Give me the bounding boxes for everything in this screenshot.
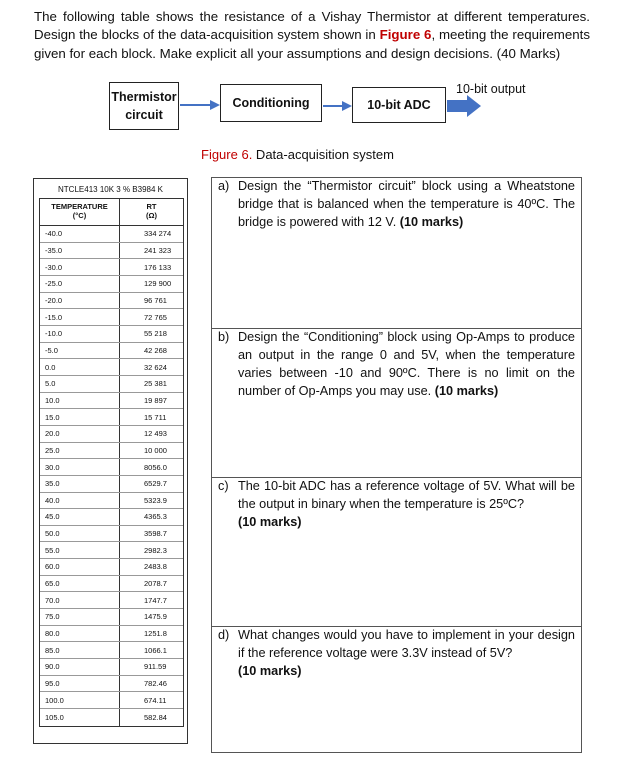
arrow-conditioning-to-adc	[323, 100, 352, 112]
table-row	[40, 376, 183, 393]
question-c-label: c)	[218, 479, 229, 493]
table-row	[40, 509, 183, 526]
temperature-cell: 45.0	[40, 509, 120, 525]
resistance-cell: 6529.7	[144, 479, 167, 489]
table-row	[40, 476, 183, 493]
table-row	[40, 493, 183, 510]
temperature-cell: 55.0	[40, 542, 120, 558]
intro-paragraph	[34, 8, 590, 63]
question-b-text: Design the “Conditioning” block using Op-Amps to produce an output in the range 0 and 5V, when the temperature varies between -10 and 90ºC. There is no limit on the number of Op-Amps you may use.	[238, 330, 575, 398]
table-row	[40, 309, 183, 326]
table-row	[40, 426, 183, 443]
adc-label: 10-bit ADC	[367, 98, 431, 112]
resistance-cell: 19 897	[144, 395, 167, 405]
figure-reference: Figure 6	[379, 27, 432, 43]
temperature-cell: 25.0	[40, 443, 120, 459]
arrow-thermistor-to-conditioning	[180, 99, 220, 111]
table-row	[40, 542, 183, 559]
table-grid	[39, 198, 184, 727]
temperature-cell: -30.0	[40, 259, 120, 275]
table-row	[40, 393, 183, 410]
table-row	[40, 692, 183, 709]
table-row	[40, 626, 183, 643]
resistance-cell: 176 133	[144, 262, 172, 272]
question-a-text: Design the “Thermistor circuit” block using a Wheatstone bridge that is balanced when the temperature is 40ºC. The bridge is powered with 12 V.	[238, 179, 575, 229]
question-a	[211, 177, 582, 329]
temperature-cell: 90.0	[40, 659, 120, 675]
table-row	[40, 243, 183, 260]
table-body	[40, 226, 183, 726]
table-row	[40, 443, 183, 460]
table-row	[40, 659, 183, 676]
temperature-cell: 50.0	[40, 526, 120, 542]
temperature-cell: -25.0	[40, 276, 120, 292]
table-title: NTCLE413 10K 3 % B3984 K	[58, 184, 163, 194]
thermistor-block-line2: circuit	[125, 108, 163, 122]
resistance-cell: 1066.1	[144, 645, 167, 655]
table-row	[40, 592, 183, 609]
temperature-cell: 60.0	[40, 559, 120, 575]
resistance-cell: 42 268	[144, 345, 167, 355]
resistance-cell: 582.84	[144, 712, 167, 722]
table-row	[40, 359, 183, 376]
table-row	[40, 609, 183, 626]
resistance-cell: 2078.7	[144, 579, 167, 589]
resistance-cell: 3598.7	[144, 529, 167, 539]
temperature-cell: 5.0	[40, 376, 120, 392]
temperature-cell: 15.0	[40, 409, 120, 425]
temperature-cell: 40.0	[40, 493, 120, 509]
table-row	[40, 409, 183, 426]
question-b-marks: (10 marks)	[434, 383, 499, 398]
resistance-cell: 782.46	[144, 679, 167, 689]
question-d-text: What changes would you have to implement in your design if the reference voltage were 3.3V instead of 5V?	[238, 628, 575, 660]
temperature-cell: 35.0	[40, 476, 120, 492]
temperature-cell: 10.0	[40, 393, 120, 409]
question-a-label: a)	[218, 179, 230, 193]
intro-text-2: , meeting the requirements given for each block. Make explicit all your assumptions and design decisions. (40 Marks)	[34, 27, 590, 61]
temperature-cell: 65.0	[40, 576, 120, 592]
table-row	[40, 642, 183, 659]
resistance-cell: 10 000	[144, 445, 167, 455]
temperature-cell: 80.0	[40, 626, 120, 642]
output-label: 10-bit output	[456, 82, 526, 96]
question-d-label: d)	[218, 628, 230, 642]
conditioning-block	[220, 84, 322, 122]
resistance-cell: 32 624	[144, 362, 167, 372]
figure-caption-text: Data-acquisition system	[252, 147, 394, 162]
resistance-cell: 25 381	[144, 379, 167, 389]
resistance-cell: 674.11	[144, 695, 167, 705]
question-b-label: b)	[218, 330, 230, 344]
table-row	[40, 459, 183, 476]
resistance-cell: 4365.3	[144, 512, 167, 522]
question-c-text: The 10-bit ADC has a reference voltage of 5V. What will be the output in binary when the temperature is 25ºC?	[238, 479, 575, 511]
resistance-cell: 8056.0	[144, 462, 167, 472]
adc-block	[352, 87, 446, 123]
temperature-cell: 20.0	[40, 426, 120, 442]
question-a-marks: (10 marks)	[399, 214, 464, 229]
resistance-cell: 12 493	[144, 429, 167, 439]
resistance-cell: 1475.9	[144, 612, 167, 622]
resistance-cell: 1251.8	[144, 629, 167, 639]
conditioning-label: Conditioning	[232, 96, 310, 110]
resistance-cell: 241 323	[144, 245, 172, 255]
question-c-marks: (10 marks)	[238, 514, 302, 529]
resistance-cell: 96 761	[144, 295, 167, 305]
table-row	[40, 276, 183, 293]
resistance-cell: 334 274	[144, 229, 172, 239]
thermistor-block-line1: Thermistor	[111, 90, 177, 104]
table-header	[40, 199, 183, 226]
table-row	[40, 576, 183, 593]
question-d	[211, 626, 582, 753]
thermistor-table	[33, 178, 188, 744]
resistance-cell: 55 218	[144, 329, 167, 339]
resistance-cell: 1747.7	[144, 595, 167, 605]
output-arrow-icon	[447, 95, 481, 117]
temperature-cell: 0.0	[40, 359, 120, 375]
table-row	[40, 326, 183, 343]
resistance-cell: 2982.3	[144, 545, 167, 555]
table-row	[40, 259, 183, 276]
resistance-cell: 72 765	[144, 312, 167, 322]
temperature-cell: 95.0	[40, 676, 120, 692]
temperature-cell: -35.0	[40, 243, 120, 259]
temperature-cell: -20.0	[40, 293, 120, 309]
table-row	[40, 559, 183, 576]
col-temperature-header: TEMPERATURE (°C)	[40, 199, 120, 225]
resistance-cell: 2483.8	[144, 562, 167, 572]
table-row	[40, 676, 183, 693]
resistance-cell: 5323.9	[144, 495, 167, 505]
figure-caption-number: Figure 6.	[201, 147, 253, 162]
resistance-cell: 129 900	[144, 279, 172, 289]
resistance-cell: 15 711	[144, 412, 167, 422]
question-c	[211, 477, 582, 627]
intro-text-1: The following table shows the resistance of a Vishay Thermistor at different temperatures. Design the blocks of the data-acquisition system shown in	[34, 9, 590, 43]
resistance-cell: 911.59	[144, 662, 167, 672]
col-resistance-header: RT (Ω)	[145, 202, 157, 220]
table-row	[40, 226, 183, 243]
temperature-cell: 85.0	[40, 642, 120, 658]
temperature-cell: 100.0	[40, 692, 120, 708]
table-row	[40, 293, 183, 310]
question-d-marks: (10 marks)	[238, 663, 302, 678]
question-b	[211, 328, 582, 478]
temperature-cell: 75.0	[40, 609, 120, 625]
temperature-cell: 70.0	[40, 592, 120, 608]
table-row	[40, 526, 183, 543]
temperature-cell: -15.0	[40, 309, 120, 325]
figure-caption	[201, 147, 394, 162]
temperature-cell: -10.0	[40, 326, 120, 342]
table-row	[40, 709, 183, 726]
thermistor-circuit-block	[109, 82, 179, 130]
temperature-cell: 30.0	[40, 459, 120, 475]
temperature-cell: 105.0	[40, 709, 120, 726]
temperature-cell: -5.0	[40, 343, 120, 359]
temperature-cell: -40.0	[40, 226, 120, 242]
table-row	[40, 343, 183, 360]
